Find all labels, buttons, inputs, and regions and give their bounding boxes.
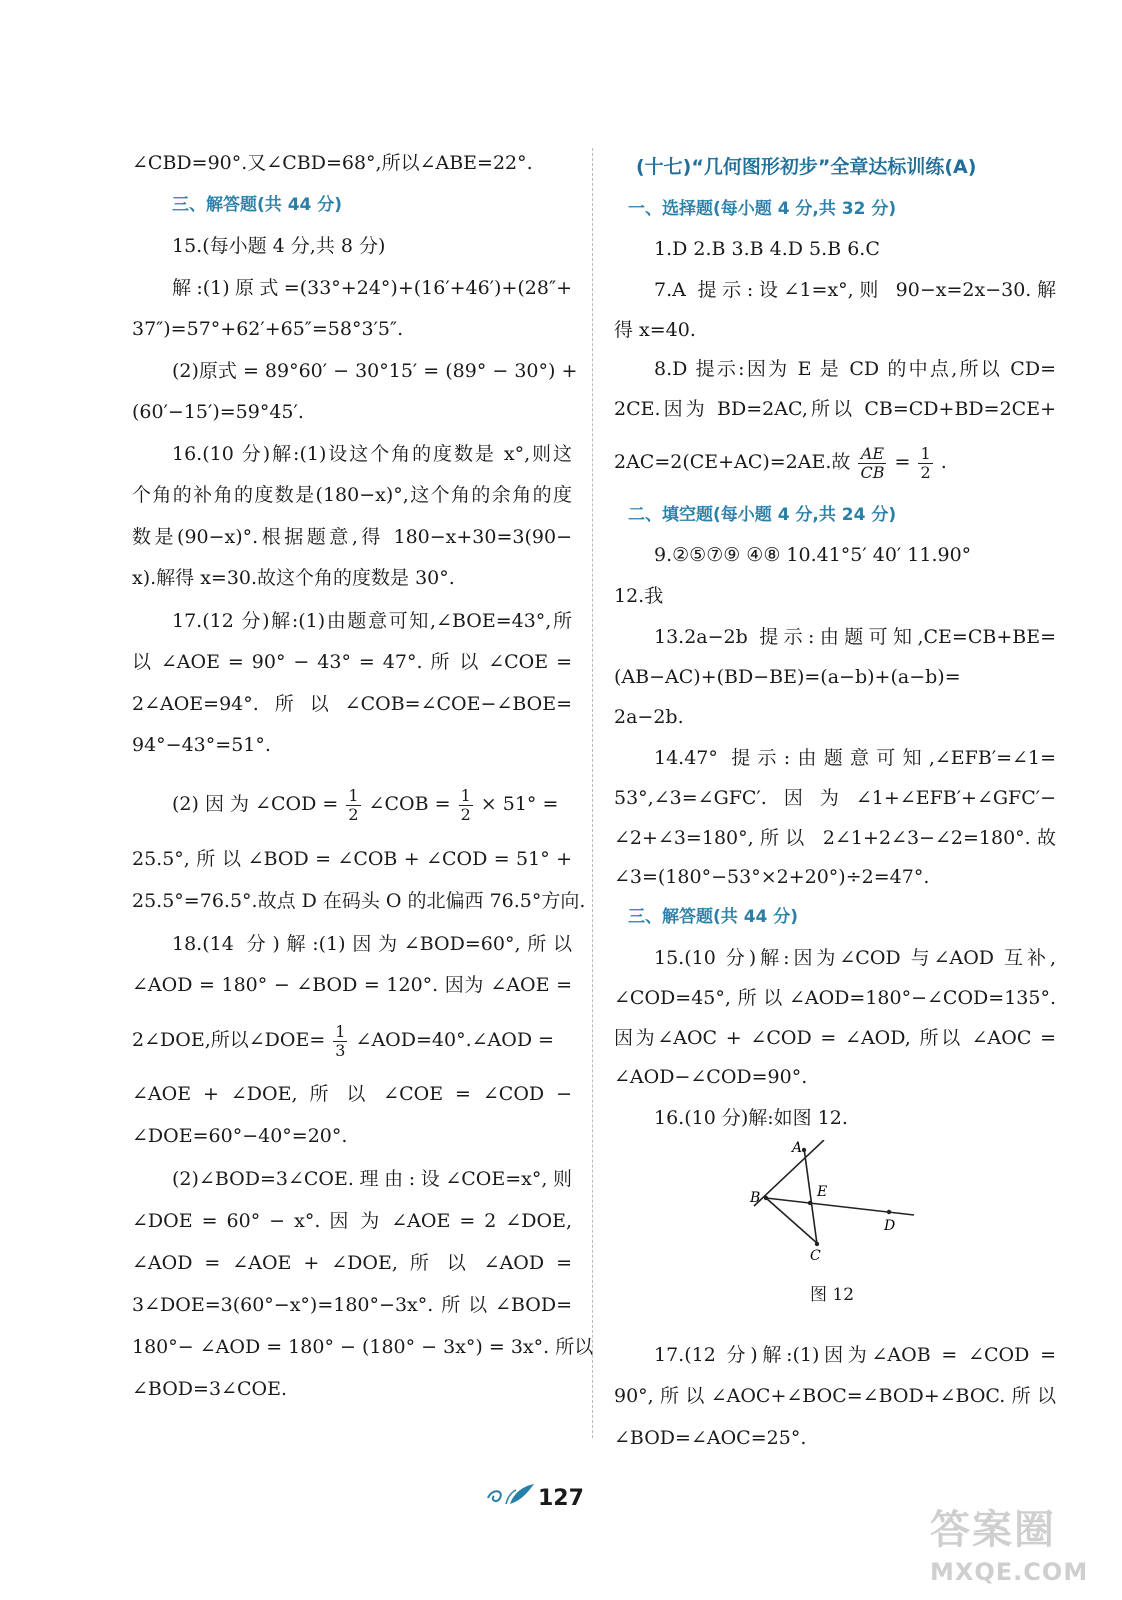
text-line: ∠AOD = 180° − ∠BOD = 120°. 因为 ∠AOE =	[132, 974, 572, 996]
text-line: ∠COD=45°,所以∠AOD=180°−∠COD=135°.	[614, 987, 1056, 1009]
equation-text: 2AC=2(CE+AC)=2AE.故	[614, 451, 851, 473]
text-line: 17.(12 分)解:(1)因为∠AOB = ∠COD =	[654, 1344, 1056, 1366]
equation-text: ∠COB =	[368, 793, 451, 815]
figure-point-c	[815, 1242, 819, 1246]
text-line: ∠DOE = 60° − x°. 因 为 ∠AOE = 2 ∠DOE,	[132, 1210, 572, 1232]
text-line: 17.(12 分)解:(1)由题意可知,∠BOE=43°,所	[172, 610, 572, 632]
figure-line-ba	[754, 1140, 824, 1206]
text-line: 12.我	[614, 585, 664, 607]
text-line: 25.5°, 所 以 ∠BOD = ∠COB + ∠COD = 51° +	[132, 848, 572, 870]
text-line: 2CE.因为 BD=2AC,所以 CB=CD+BD=2CE+	[614, 398, 1056, 420]
section-heading: 二、填空题(每小题 4 分,共 24 分)	[628, 505, 897, 525]
text-line: ∠3=(180°−53°×2+20°)÷2=47°.	[614, 866, 930, 888]
text-line: 以 ∠AOE = 90° − 43° = 47°. 所 以 ∠COE =	[132, 651, 572, 673]
text-line: x).解得 x=30.故这个角的度数是 30°.	[132, 567, 455, 589]
equation-line	[614, 438, 1056, 486]
figure-point-b	[764, 1196, 768, 1200]
text-line: ∠CBD=90°.又∠CBD=68°,所以∠ABE=22°.	[132, 152, 533, 174]
section-heading: 三、解答题(共 44 分)	[628, 907, 799, 927]
fraction-numerator: 1	[348, 785, 359, 805]
figure-point-e	[808, 1201, 812, 1205]
equation-text: (2) 因 为 ∠COD =	[172, 793, 339, 815]
text-line: 解:(1)原式=(33°+24°)+(16′+46′)+(28″+	[172, 277, 572, 299]
fraction-denominator: 3	[335, 1040, 346, 1060]
text-line: 3∠DOE=3(60°−x°)=180°−3x°.所以∠BOD=	[132, 1294, 572, 1316]
fraction-numerator: AE	[858, 445, 886, 464]
text-line: 16.(10 分)解:如图 12.	[654, 1107, 848, 1129]
equation-text: .	[940, 451, 947, 473]
watermark-url: MXQE.COM	[930, 1558, 1089, 1586]
text-line: 53°,∠3=∠GFC′.因为∠1+∠EFB′+∠GFC′−	[614, 787, 1056, 809]
figure-label-c: C	[810, 1248, 821, 1260]
page-number: 127	[538, 1486, 584, 1511]
text-line: 数是(90−x)°.根据题意,得 180−x+30=3(90−	[132, 526, 572, 548]
equation-text: 2∠DOE,所以∠DOE=	[132, 1029, 326, 1051]
text-line: 14.47° 提示:由题意可知,∠EFB′=∠1=	[654, 747, 1056, 769]
fraction	[346, 787, 360, 824]
section-title: (十七)“几何图形初步”全章达标训练(A)	[636, 156, 977, 178]
geometry-figure	[744, 1140, 924, 1260]
figure-line-bd	[766, 1198, 914, 1215]
figure-label-e: E	[817, 1184, 828, 1200]
fraction-denominator: 2	[920, 462, 931, 482]
equation-text: ∠AOD=40°.∠AOD =	[355, 1029, 555, 1051]
fraction	[858, 445, 886, 482]
figure-label-b: B	[750, 1190, 761, 1206]
text-line: 16.(10 分)解:(1)设这个角的度数是 x°,则这	[172, 443, 572, 465]
fraction-numerator: 1	[920, 443, 931, 463]
question-heading: 15.(每小题 4 分,共 8 分)	[172, 235, 386, 257]
equation-line	[132, 1016, 572, 1064]
fraction-denominator: 2	[460, 804, 471, 824]
fraction	[333, 1023, 347, 1060]
text-line: 7.A 提示:设∠1=x°,则 90−x=2x−30.解	[654, 279, 1056, 301]
equation-text: × 51° =	[480, 793, 559, 815]
text-line: 个角的补角的度数是(180−x)°,这个角的余角的度	[132, 484, 572, 506]
fraction	[918, 445, 932, 482]
text-line: ∠AOD = ∠AOE + ∠DOE, 所 以 ∠AOD =	[132, 1252, 572, 1274]
text-line: 25.5°=76.5°.故点 D 在码头 O 的北偏西 76.5°方向.	[132, 890, 586, 912]
text-line: ∠2+∠3=180°,所以 2∠1+2∠3−∠2=180°.故	[614, 827, 1056, 849]
text-line: 得 x=40.	[614, 319, 696, 341]
fraction-numerator: 1	[335, 1021, 346, 1041]
figure-caption: 图 12	[810, 1285, 855, 1305]
text-line: ∠AOD−∠COD=90°.	[614, 1066, 808, 1088]
text-line: (60′−15′)=59°45′.	[132, 401, 304, 423]
text-line: 2a−2b.	[614, 706, 684, 728]
figure-label-a: A	[792, 1140, 803, 1156]
watermark-logo	[930, 1498, 1090, 1594]
text-line: 因为∠AOC + ∠COD = ∠AOD, 所以 ∠AOC =	[614, 1027, 1056, 1049]
text-line: ∠DOE=60°−40°=20°.	[132, 1125, 348, 1147]
text-line: ∠AOE + ∠DOE, 所 以 ∠COE = ∠COD −	[132, 1083, 572, 1105]
text-line: (AB−AC)+(BD−BE)=(a−b)+(a−b)=	[614, 666, 961, 688]
equation-text: =	[894, 451, 911, 473]
section-heading: 一、选择题(每小题 4 分,共 32 分)	[628, 199, 897, 219]
figure-point-d	[887, 1210, 891, 1214]
text-line: 94°−43°=51°.	[132, 734, 271, 756]
text-line: 180°− ∠AOD = 180° − (180° − 3x°) = 3x°. 所以	[132, 1336, 594, 1358]
fraction-denominator: CB	[860, 462, 885, 482]
text-line: 8.D 提示:因为 E 是 CD 的中点,所以 CD=	[654, 358, 1056, 380]
text-line: (2)原式 = 89°60′ − 30°15′ = (89° − 30°) +	[172, 360, 578, 382]
text-line: (2)∠BOD=3∠COE.理由:设∠COE=x°,则	[172, 1168, 572, 1190]
watermark-text: 答案圈	[930, 1507, 1056, 1553]
column-divider	[592, 148, 593, 1438]
text-line: 15.(10 分)解:因为∠COD 与∠AOD 互补,	[654, 947, 1056, 969]
fraction-denominator: 2	[348, 804, 359, 824]
equation-line	[172, 780, 572, 828]
text-line: 90°,所以∠AOC+∠BOC=∠BOD+∠BOC.所以	[614, 1385, 1056, 1407]
figure-label-d: D	[884, 1218, 896, 1234]
text-line: ∠BOD=3∠COE.	[132, 1378, 287, 1400]
text-line: 1.D 2.B 3.B 4.D 5.B 6.C	[654, 238, 880, 260]
section-heading: 三、解答题(共 44 分)	[172, 195, 343, 215]
text-line: 9.②⑤⑦⑨ ④⑧ 10.41°5′ 40′ 11.90°	[654, 544, 972, 566]
figure-line-ac	[804, 1148, 817, 1244]
text-line: 18.(14 分)解:(1)因为∠BOD=60°,所以	[172, 933, 572, 955]
fraction-numerator: 1	[460, 785, 471, 805]
text-line: 37″)=57°+62′+65″=58°3′5″.	[132, 318, 404, 340]
text-line: 13.2a−2b 提示:由题可知,CE=CB+BE=	[654, 626, 1056, 648]
text-line: 2∠AOE=94°.所以∠COB=∠COE−∠BOE=	[132, 693, 572, 715]
text-line: ∠BOD=∠AOC=25°.	[614, 1427, 807, 1449]
decorative-swirl-icon	[484, 1480, 536, 1508]
figure-point-a	[802, 1148, 806, 1152]
fraction	[459, 787, 473, 824]
